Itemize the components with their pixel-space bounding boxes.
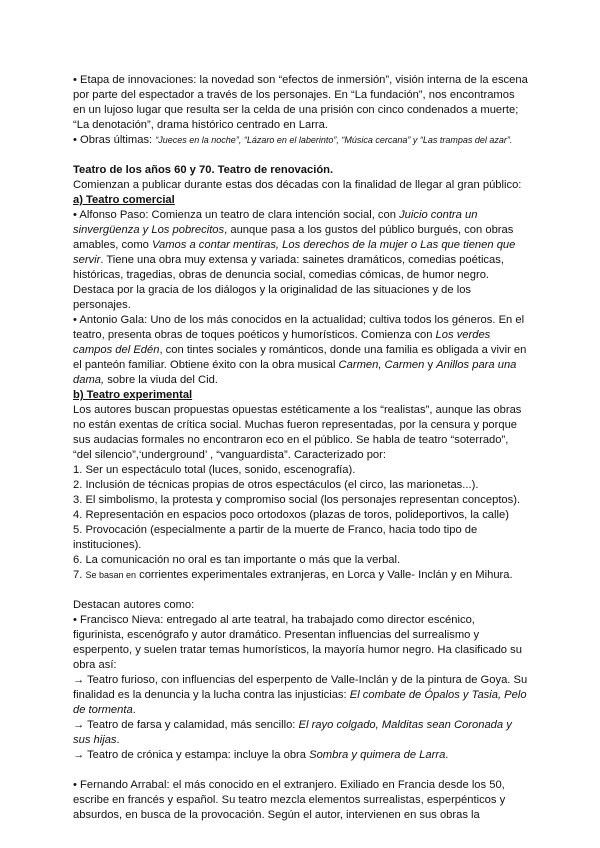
list-item: 6. La comunicación no oral es tan importante o más que la verbal.	[73, 554, 401, 566]
experimental-intro: Los autores buscan propuestas opuestas estéticamente a los “realistas”, aunque las obras no están exentas de crítica social. Muchas fueron representadas, por la censura y porque sus audacias formales no encontraron eco en el público. Se habla de teatro “soterrado”, “del silencio”,‘underground’ , “vanguardista”. Caracterizado por:	[73, 404, 522, 461]
subheading-teatro-experimental: b) Teatro experimental	[73, 389, 193, 401]
arrow-teatro-cronica	[73, 748, 528, 763]
arrow-icon: →	[73, 674, 85, 686]
text-run: .	[445, 749, 449, 761]
bullet-alfonso-paso	[73, 208, 528, 313]
subheading-teatro-comercial: a) Teatro comercial	[73, 194, 175, 206]
bullet-glyph: •	[73, 134, 77, 146]
list-item	[73, 568, 528, 583]
work-title: El rayo colgado, Malditas sean Coronada y sus hijas	[73, 719, 512, 746]
text-run: , con tintes sociales y románticos, donde una familia es obligada a vivir en el panteón familiar. Obtiene éxito con la obra musical	[73, 344, 527, 371]
autores-intro: Destacan autores como:	[73, 599, 195, 611]
bullet-glyph: •	[73, 779, 77, 791]
text-run: Teatro de crónica y estampa: incluye la obra	[87, 749, 310, 761]
bullet-glyph: •	[73, 314, 77, 326]
list-item: 4. Representación en espacios poco ortodoxos (plazas de toros, polideportivos, la calle)	[73, 509, 509, 521]
section-intro: Comienzan a publicar durante estas dos décadas con la finalidad de llegar al gran público:	[73, 179, 522, 191]
list-item: 5. Provocación (especialmente a partir de la muerte de Franco, hacia todo tipo de instituciones).	[73, 524, 478, 551]
work-title: Sombra y quimera de Larra	[309, 749, 446, 761]
text-run: Francisco Nieva: entregado al arte teatral, ha trabajado como director escénico, figurinista, escenógrafo y autor dramático. Presentan influencias del surrealismo y esperpento, y suelen tratar temas humorísticos, la mayoría humor negro. Ha clasificado su obra así:	[73, 614, 522, 671]
work-title: El combate de Ópalos y Tasia, Pelo de tormenta	[73, 689, 527, 716]
work-title: Vamos a contar mentiras, Los derechos de la mujer o Las que tienen que servir	[73, 239, 516, 266]
section-title: Teatro de los años 60 y 70. Teatro de renovación.	[73, 164, 334, 176]
text-run: corrientes experimentales extranjeras, en Lorca y Valle- Inclán y en Mihura.	[136, 569, 513, 581]
text-run: Teatro furioso, con influencias del esperpento de Valle-Inclán y de la pintura de Goya. Su finalidad es la denuncia y la lucha contra las injusticias:	[73, 674, 528, 701]
work-title: Los verdes campos del Edén	[73, 329, 491, 356]
characteristics-list	[73, 463, 528, 583]
work-title: Carmen, Carmen	[338, 359, 425, 371]
list-item: 1. Ser un espectáculo total (luces, sonido, escenografía).	[73, 464, 356, 476]
bullet-label: Obras últimas:	[80, 134, 153, 146]
work-title: Juicio contra un sinvergüenza y Los pobrecitos	[73, 209, 478, 236]
text-run: .	[116, 734, 120, 746]
arrow-teatro-furioso	[73, 673, 528, 718]
arrow-teatro-farsa	[73, 718, 528, 748]
list-item: 2. Inclusión de técnicas propias de otros espectáculos (el circo, las marionetas...).	[73, 479, 479, 491]
text-run: y	[424, 359, 437, 371]
spacer	[73, 583, 528, 598]
spacer	[73, 763, 528, 778]
bullet-obras-ultimas	[73, 133, 528, 148]
bullet-fernando-arrabal	[73, 778, 528, 823]
bullet-text: la novedad son “efectos de inmersión”, visión interna de la escena por parte del espectador a través de los personajes. En “La fundación”, nos encontramos en un lujoso lugar que resulta ser la celda de una prisión con cinco condenados a muerte; “La denotación”, drama histórico centrado en Larra.	[73, 74, 528, 131]
bullet-etapa-innovaciones	[73, 73, 528, 133]
item-number: 7.	[73, 569, 83, 581]
document-page	[73, 73, 528, 823]
works-list: “Jueces en la noche”, “Lázaro en el laberinto”, “Música cercana” y “Las trampas del azar”.	[155, 135, 513, 145]
bullet-glyph: •	[73, 209, 77, 221]
arrow-icon: →	[73, 749, 85, 761]
arrow-icon: →	[73, 719, 85, 731]
bullet-glyph: •	[73, 614, 77, 626]
text-run: . Tiene una obra muy extensa y variada: sainetes dramáticos, comedias poéticas, históricas, tragedias, obras de denuncia social, comedias cómicas, de humor negro. Destaca por la gracia de los diálogos y la originalidad de las situaciones y de los personajes.	[73, 254, 504, 311]
text-run: Antonio Gala: Uno de los más conocidos en la actualidad; cultiva todos los géneros. En el teatro, presenta obras de toques poéticos y humorísticos. Comienza con	[73, 314, 525, 341]
text-run: Se basan en	[85, 570, 136, 580]
text-run: sobre la viuda del Cid.	[104, 374, 218, 386]
bullet-label: Etapa de innovaciones:	[80, 74, 197, 86]
bullet-glyph: •	[73, 74, 77, 86]
bullet-francisco-nieva	[73, 613, 528, 673]
list-item: 3. El simbolismo, la protesta y compromiso social (los personajes representan conceptos).	[73, 494, 521, 506]
text-run: Fernando Arrabal: el más conocido en el extranjero. Exiliado en Francia desde los 50, escribe en francés y español. Su teatro mezcla elementos surrealistas, esperpénticos y absurdos, en busca de la provocación. Según el autor, intervienen en sus obras la	[73, 779, 506, 821]
text-run: , aunque pasa a los gustos del público burgués, con obras amables, como	[73, 224, 514, 251]
work-title: Anillos para una dama,	[73, 359, 517, 386]
text-run: Alfonso Paso: Comienza un teatro de clara intención social, con	[79, 209, 400, 221]
text-run: Teatro de farsa y calamidad, más sencillo:	[87, 719, 299, 731]
bullet-antonio-gala	[73, 313, 528, 388]
text-run: .	[132, 704, 136, 716]
